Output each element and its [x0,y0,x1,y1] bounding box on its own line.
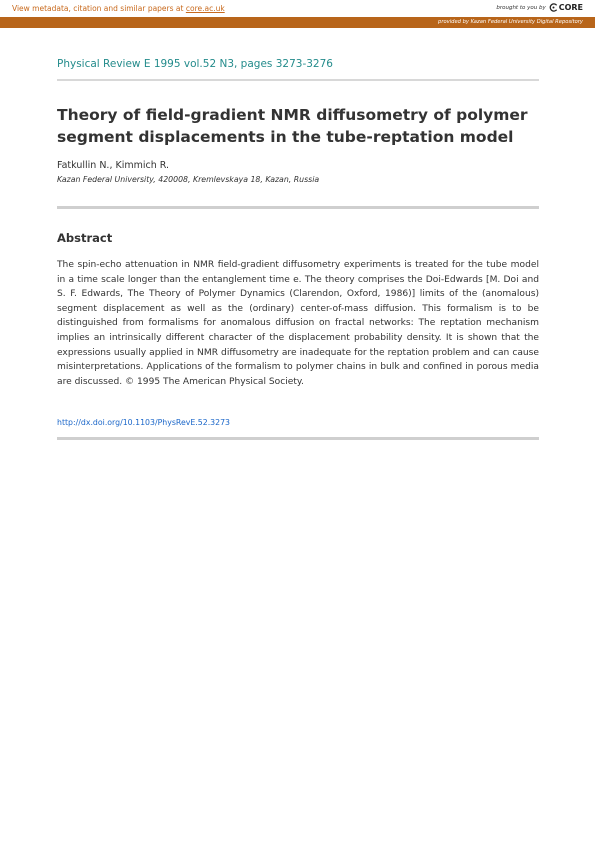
divider [57,437,539,440]
metadata-text: View metadata, citation and similar papers at [12,4,184,13]
divider [57,79,539,81]
divider [57,206,539,209]
abstract-heading: Abstract [57,231,113,245]
core-logo-icon [549,3,558,12]
article-title: Theory of field-gradient NMR diffusometry of polymer segment displacements in the tube-reptation model [57,106,528,146]
abstract-text: The spin-echo attenuation in NMR field-gradient diffusometry experiments is treated for the tube model in a time scale longer than the entanglement time e. The theory comprises the Doi-Edwards [M. Doi and S. F. Edwards, The Theory of Polymer Dynamics (Clarendon, Oxford, 1986)] limits of the (anomalous) segment displacement as well as the (ordinary) center-of-mass diffusion. This formalism is to be distinguished from formalisms for anomalous diffusion on fractal networks: The reptation mechanism implies an intrinsically different character of the displacement probability density. It is shown that the expressions usually applied in NMR diffusometry are inadequate for the reptation problem and can cause misinterpretations. Applications of the formalism to polymer chains in bulk and confined in porous media are discussed. © 1995 The American Physical Society. [57,260,539,387]
core-link[interactable]: core.ac.uk [185,4,225,13]
repository-bar [0,17,595,28]
journal-citation: Physical Review E 1995 vol.52 N3, pages 3273-3276 [57,58,333,70]
affiliation: Kazan Federal University, 420008, Kremlevskaya 18, Kazan, Russia [57,175,320,184]
doi-link[interactable]: http://dx.doi.org/10.1103/PhysRevE.52.3273 [57,418,231,427]
metadata-notice [12,4,225,13]
core-logo-text: CORE [558,3,583,12]
brought-to-you-by[interactable] [496,3,583,12]
core-logo[interactable] [549,3,583,12]
provided-by-text: provided by Kazan Federal University Digital Repository [438,19,583,25]
authors: Fatkullin N., Kimmich R. [57,160,170,171]
core-banner [0,0,595,17]
brought-text: brought to you by [496,4,546,11]
